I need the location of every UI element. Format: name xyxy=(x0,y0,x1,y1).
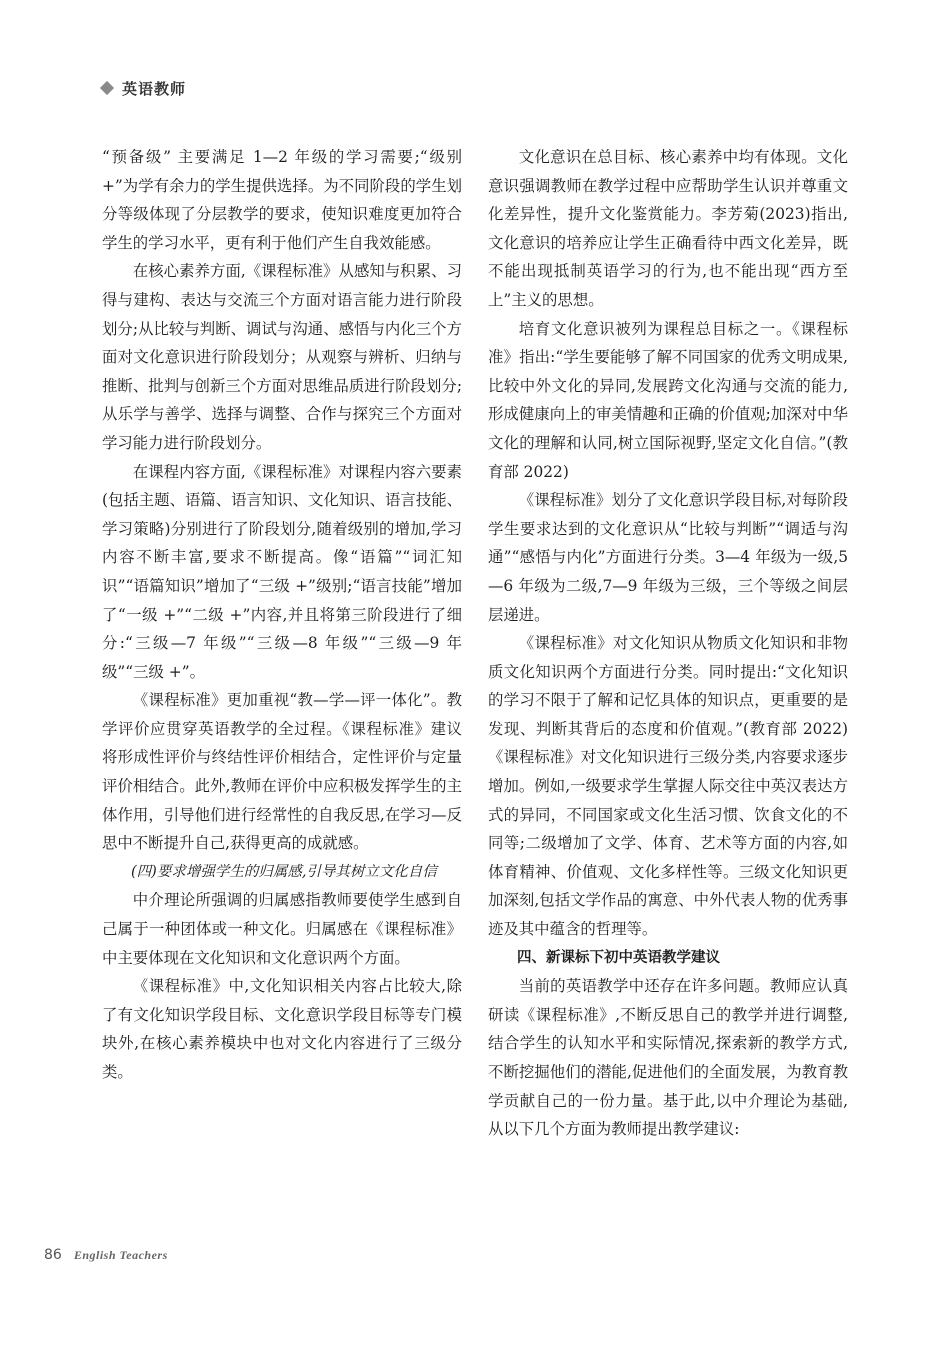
paragraph: 培育文化意识被列为课程总目标之一。《课程标准》指出:“学生要能够了解不同国家的优秀文明成果,比较中外文化的异同,发展跨文化沟通与交流的能力,形成健康向上的审美情趣和正确的价值观;加深对中华文化的理解和认同,树立国际视野,坚定文化自信。”(教育部 2022) xyxy=(488,319,848,481)
paragraph: “预备级” 主要满足 1—2 年级的学习需要;“级别+”为学有余力的学生提供选择。为不同阶段的学生划分等级体现了分层教学的要求，使知识难度更加符合学生的学习水平，更有利于他们产生自我效能感。 xyxy=(102,148,462,252)
journal-name: English Teachers xyxy=(73,1248,168,1262)
paragraph: 《课程标准》对文化知识从物质文化知识和非物质文化知识两个方面进行分类。同时提出:“文化知识的学习不限于了解和记忆具体的知识点，更重要的是发现、判断其背后的态度和价值观。”(教育部 2022)《课程标准》对文化知识进行三级分类,内容要求逐步增加。例如,一级要求学生掌握人际交往中英汉表达方式的异同，不同国家或文化生活习惯、饮食文化的不同等;二级增加了文学、体育、艺术等方面的内容,如体育精神、价值观、文化多样性等。三级文化知识更加深刻,包括文学作品的寓意、中外代表人物的优秀事迹及其中蕴含的哲理等。 xyxy=(488,634,848,939)
paragraph: 在课程内容方面,《课程标准》对课程内容六要素(包括主题、语篇、语言知识、文化知识、语言技能、学习策略)分别进行了阶段划分,随着级别的增加,学习内容不断丰富,要求不断提高。像“语篇”“词汇知识”“语篇知识”增加了“三级 +”级别;“语言技能”增加了“一级 +”“二级 +”内容,并且将第三阶段进行了细分:“三级—7 年级”“三级—8 年级”“三级—9 年级”“三级 +”。 xyxy=(102,462,462,681)
paragraph: 在核心素养方面,《课程标准》从感知与积累、习得与建构、表达与交流三个方面对语言能力进行阶段划分;从比较与判断、调试与沟通、感悟与内化三个方面对文化意识进行阶段划分；从观察与辨析、归纳与推断、批判与创新三个方面对思维品质进行阶段划分;从乐学与善学、选择与调整、合作与探究三个方面对学习能力进行阶段划分。 xyxy=(102,262,462,452)
paragraph: 《课程标准》更加重视“教—学—评一体化”。教学评价应贯穿英语教学的全过程。《课程标准》建议将形成性评价与终结性评价相结合，定性评价与定量评价相结合。此外,教师在评价中应积极发挥学生的主体作用，引导他们进行经常性的自我反思,在学习—反思中不断提升自己,获得更高的成就感。 xyxy=(102,691,462,853)
page-footer xyxy=(44,1247,168,1263)
running-header xyxy=(102,76,186,100)
journal-title: 英语教师 xyxy=(122,79,187,98)
paragraph: 当前的英语教学中还存在许多问题。教师应认真研读《课程标准》,不断反思自己的教学并进行调整,结合学生的认知水平和实际情况,探索新的教学方式,不断挖掘他们的潜能,促进他们的全面发展，为教育教学贡献自己的一份力量。基于此,以中介理论为基础,从以下几个方面为教师提出教学建议: xyxy=(488,977,848,1139)
section-heading: 四、新课标下初中英语教学建议 xyxy=(517,949,720,966)
left-column xyxy=(102,143,462,1087)
subsection-heading: (四)要求增强学生的归属感,引导其树立文化自信 xyxy=(131,863,437,880)
paragraph: 文化意识在总目标、核心素养中均有体现。文化意识强调教师在教学过程中应帮助学生认识并尊重文化差异性，提升文化鉴赏能力。李芳菊(2023)指出,文化意识的培养应让学生正确看待中西文化差异，既不能出现抵制英语学习的行为,也不能出现“西方至上”主义的思想。 xyxy=(488,148,848,309)
right-column xyxy=(488,143,848,1144)
diamond-icon xyxy=(100,81,114,95)
paragraph: 中介理论所强调的归属感指教师要使学生感到自己属于一种团体或一种文化。归属感在《课程标准》中主要体现在文化知识和文化意识两个方面。 xyxy=(102,891,462,967)
page-number: 86 xyxy=(44,1247,62,1263)
paragraph: 《课程标准》中,文化知识相关内容占比较大,除了有文化知识学段目标、文化意识学段目标等专门模块外,在核心素养模块中也对文化内容进行了三级分类。 xyxy=(102,977,462,1081)
paragraph: 《课程标准》划分了文化意识学段目标,对每阶段学生要求达到的文化意识从“比较与判断”“调适与沟通”“感悟与内化”方面进行分类。3—4 年级为一级,5—6 年级为二级,7—9 年级为三级，三个等级之间层层递进。 xyxy=(488,491,848,624)
